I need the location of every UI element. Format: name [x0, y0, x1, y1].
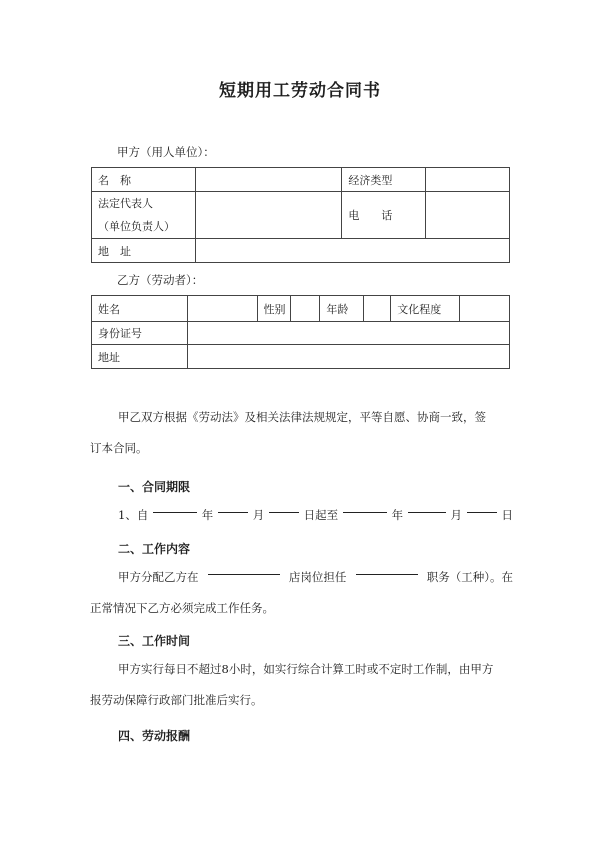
section-3-heading: 三、工作时间 — [118, 634, 191, 648]
b-address-field[interactable] — [187, 345, 509, 369]
education-label: 文化程度 — [391, 296, 460, 322]
section-2-heading: 二、工作内容 — [118, 542, 191, 556]
legal-rep-field[interactable] — [195, 192, 341, 239]
party-b-label: 乙方（劳动者）： — [117, 273, 204, 287]
address-label: 地 址 — [92, 239, 196, 263]
start-month-text: 月 — [252, 508, 265, 522]
position-blank[interactable] — [356, 562, 418, 575]
work-content-text-2: 店岗位担任 — [288, 570, 347, 584]
store-blank[interactable] — [208, 562, 280, 575]
section-1-heading: 一、合同期限 — [118, 480, 191, 494]
party-b-table — [91, 295, 510, 369]
end-day-text: 日 — [501, 508, 513, 522]
legal-rep-sub: （单位负责人） — [98, 220, 175, 233]
start-day-blank[interactable] — [269, 500, 299, 513]
work-content-text-1: 甲方分配乙方在 — [118, 570, 199, 584]
b-address-label: 地址 — [92, 345, 188, 369]
start-year-text: 年 — [201, 508, 214, 522]
work-content-line-1 — [90, 562, 513, 593]
gender-label: 性别 — [257, 296, 291, 322]
econ-type-field[interactable] — [426, 168, 510, 192]
name-field[interactable] — [195, 168, 341, 192]
start-month-blank[interactable] — [218, 500, 248, 513]
b-name-label: 姓名 — [92, 296, 188, 322]
work-content-text-3: 职务（工种）。在 — [426, 570, 513, 584]
work-time-paragraph — [90, 654, 515, 716]
legal-rep-label: 法定代表人 — [98, 197, 153, 210]
document-title: 短期用工劳动合同书 — [219, 81, 381, 101]
intro-paragraph — [90, 402, 510, 464]
phone-label: 电 话 — [342, 192, 426, 239]
intro-line-1: 甲乙双方根据《劳动法》及相关法律法规规定，平等自愿、协商一致，签 — [118, 410, 486, 424]
gender-field[interactable] — [291, 296, 320, 322]
contract-period-line — [118, 500, 513, 531]
phone-field[interactable] — [426, 192, 510, 239]
section-4-heading: 四、劳动报酬 — [118, 729, 191, 743]
education-field[interactable] — [460, 296, 510, 322]
period-prefix: 1、自 — [118, 508, 149, 522]
id-label: 身份证号 — [92, 322, 188, 345]
legal-rep-label-cell — [92, 192, 196, 239]
start-year-blank[interactable] — [153, 500, 197, 513]
end-day-blank[interactable] — [467, 500, 497, 513]
econ-type-label: 经济类型 — [342, 168, 426, 192]
end-year-blank[interactable] — [343, 500, 387, 513]
party-a-table — [91, 167, 510, 263]
work-content-line-2: 正常情况下乙方必须完成工作任务。 — [90, 601, 274, 615]
end-month-text: 月 — [450, 508, 463, 522]
end-month-blank[interactable] — [408, 500, 446, 513]
work-time-line-2: 报劳动保障行政部门批准后实行。 — [90, 693, 263, 707]
age-field[interactable] — [364, 296, 391, 322]
age-label: 年龄 — [320, 296, 364, 322]
work-time-line-1: 甲方实行每日不超过8小时，如实行综合计算工时或不定时工作制，由甲方 — [118, 662, 494, 676]
id-field[interactable] — [187, 322, 509, 345]
party-a-label: 甲方（用人单位）： — [117, 145, 215, 159]
b-name-field[interactable] — [187, 296, 257, 322]
start-day-text: 日起至 — [303, 508, 339, 522]
end-year-text: 年 — [391, 508, 404, 522]
name-label: 名 称 — [92, 168, 196, 192]
address-field[interactable] — [195, 239, 509, 263]
work-content-paragraph — [90, 562, 513, 624]
intro-line-2: 订本合同。 — [90, 441, 148, 455]
